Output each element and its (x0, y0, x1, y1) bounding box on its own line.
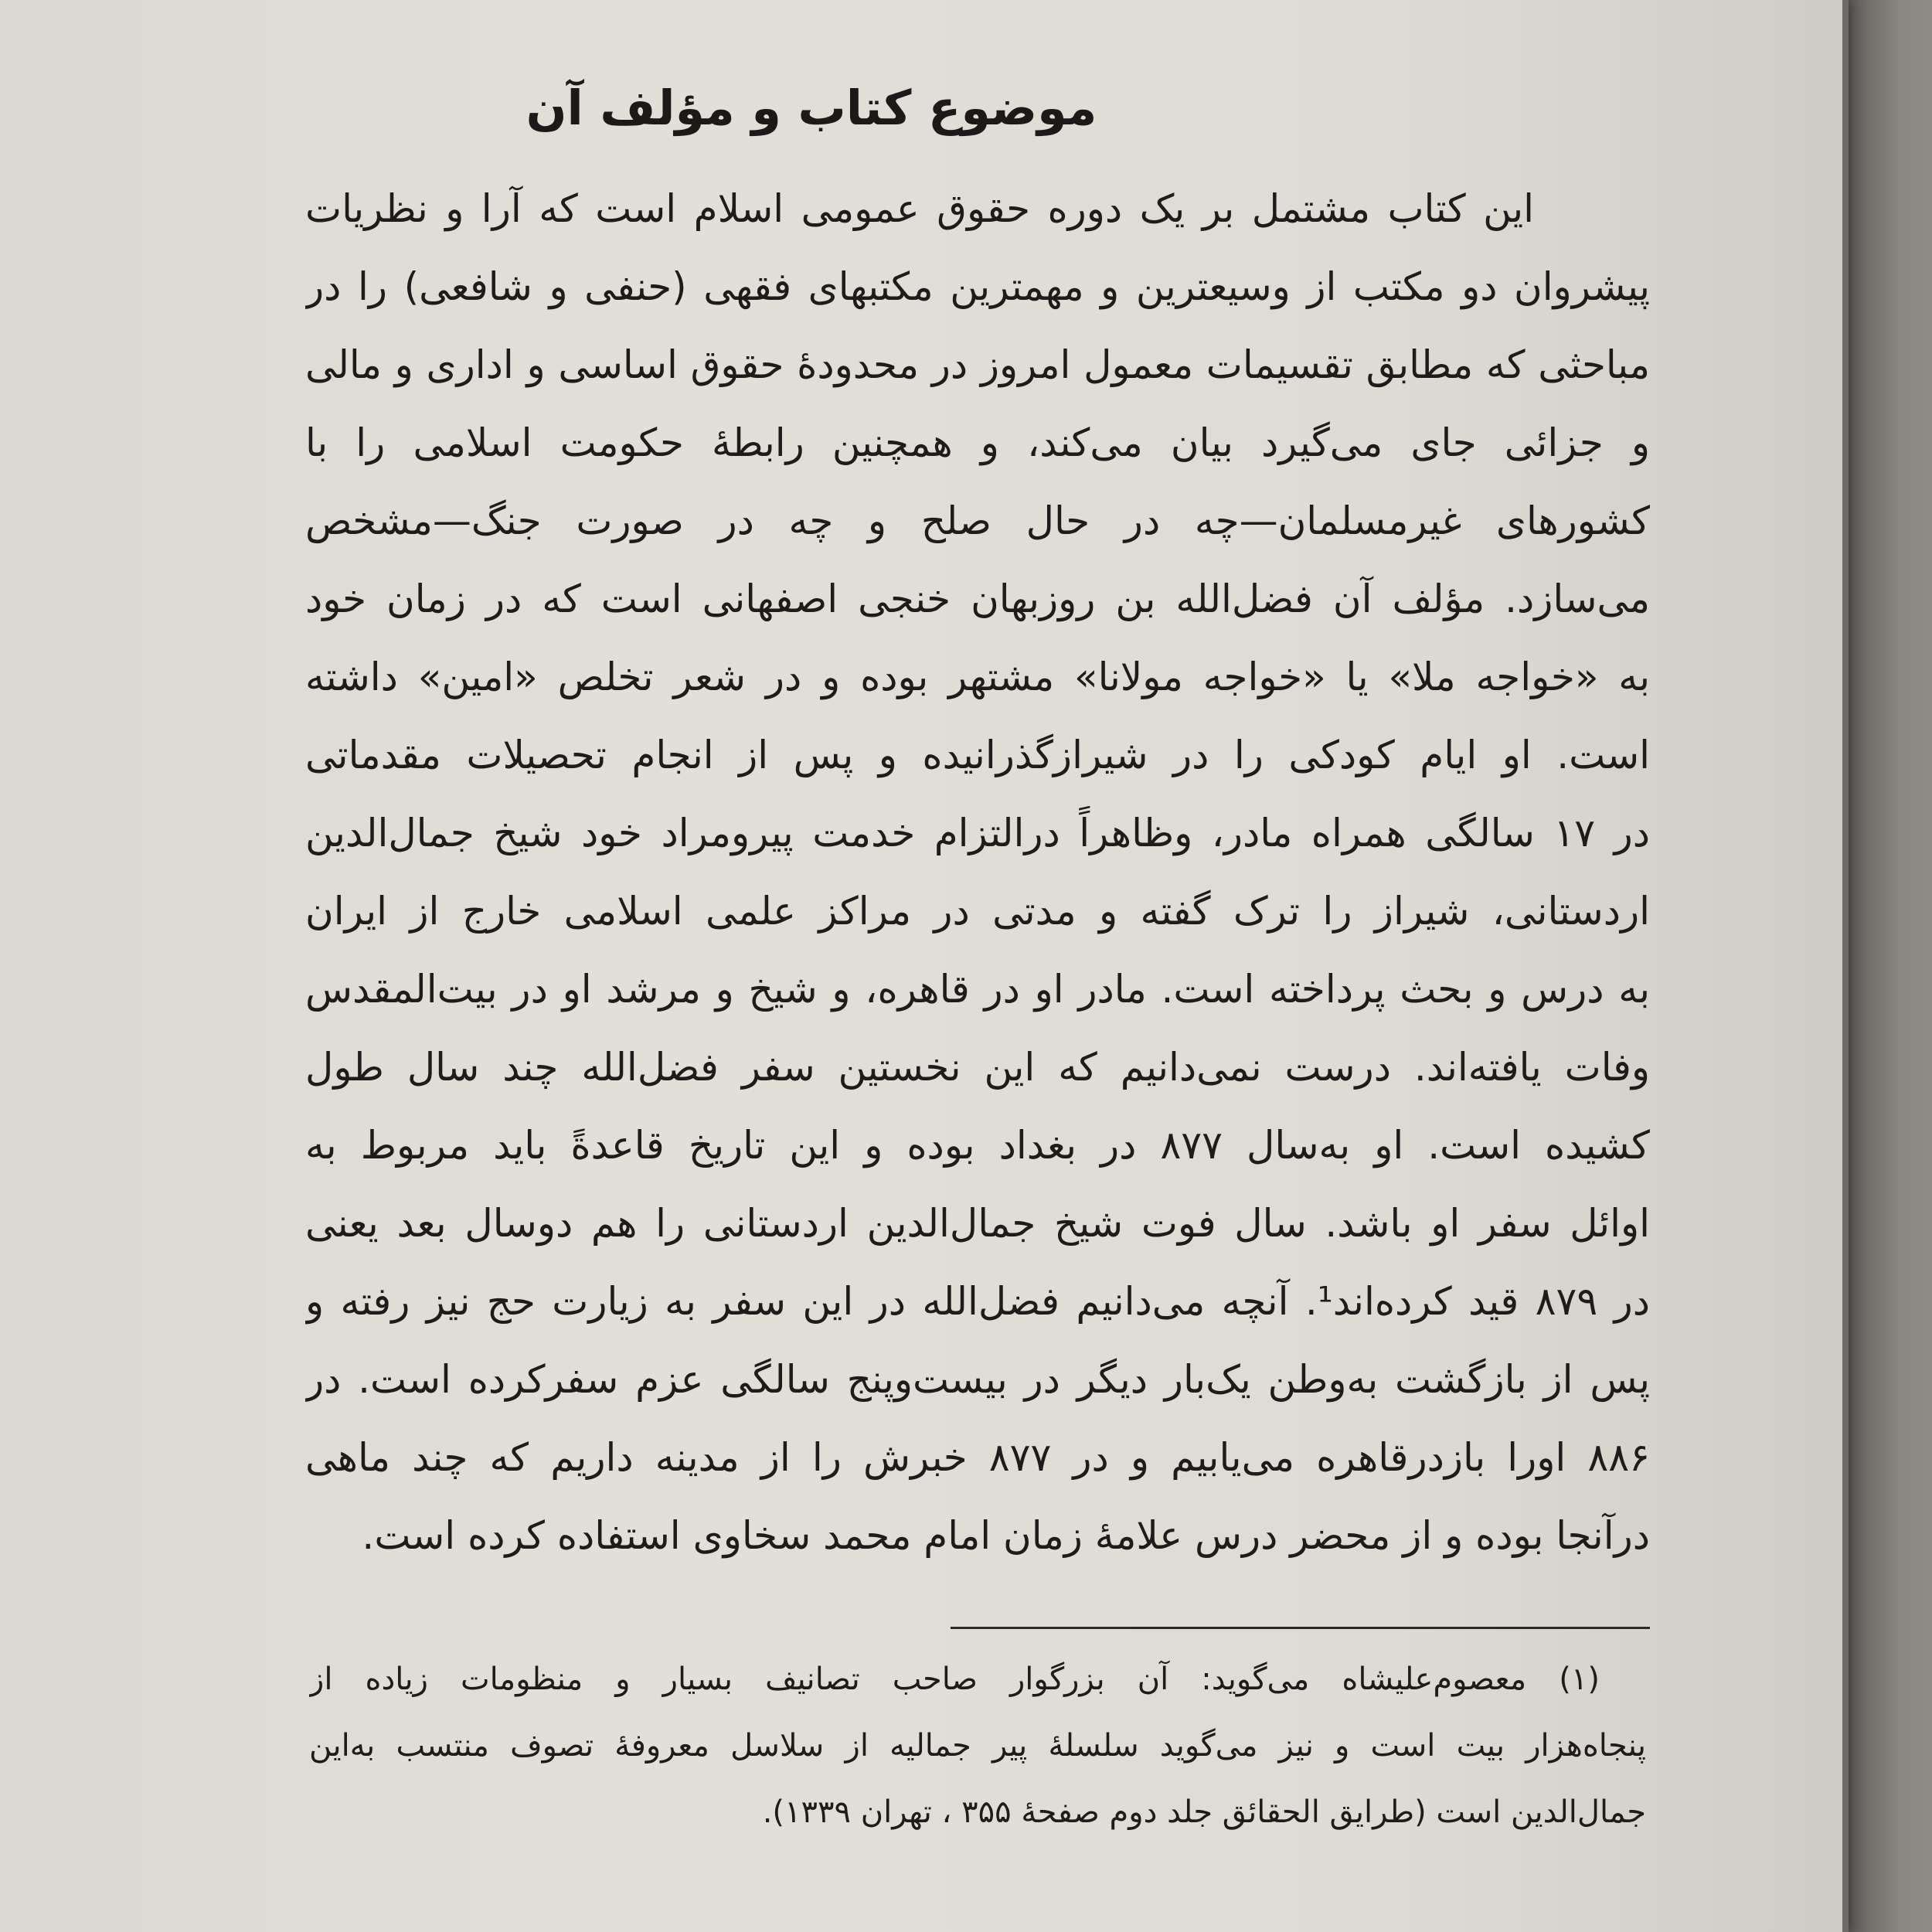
body-line: در ۱۷ سالگی همراه مادر، وظاهراً درالتزام خدمت پیرومراد خود شیخ جمال‌الدین (305, 811, 1650, 855)
body-line: به درس و بحث پرداخته است. مادر او در قاهره، و شیخ و مرشد او در بیت‌المقدس (305, 967, 1650, 1012)
body-line: پیشروان دو مکتب از وسیعترین و مهمترین مکتبهای فقهی (حنفی و شافعی) را در (305, 264, 1650, 309)
page-edge (1842, 0, 1849, 1932)
body-line: کشیده است. او به‌سال ۸۷۷ در بغداد بوده و این تاریخ قاعدةً باید مربوط به (305, 1123, 1650, 1168)
body-line: این کتاب مشتمل بر یک دوره حقوق عمومی اسلام است که آرا و نظریات (305, 186, 1534, 231)
body-line: درآنجا بوده و از محضر درس علامهٔ زمان امام محمد سخاوی استفاده کرده است. (362, 1513, 1650, 1558)
body-line: و جزائی جای می‌گیرد بیان می‌کند، و همچنین رابطهٔ حکومت اسلامی را با (305, 420, 1650, 465)
body-line: پس از بازگشت به‌وطن یک‌بار دیگر در بیست‌وپنج سالگی عزم سفرکرده است. در (305, 1357, 1650, 1402)
footnote-line: پنجاه‌هزار بیت است و نیز می‌گوید سلسلهٔ پیر جمالیه از سلاسل معروفهٔ تصوف منتسب به‌این (309, 1728, 1646, 1764)
page-shadow (1849, 0, 1932, 1932)
body-line: ۸۸۶ اورا بازدرقاهره می‌یابیم و در ۸۷۷ خبرش را از مدینه داریم که چند ماهی (305, 1435, 1650, 1480)
body-line: مباحثی که مطابق تقسیمات معمول امروز در محدودهٔ حقوق اساسی و اداری و مالی (305, 342, 1650, 387)
page-title: موضوع کتاب و مؤلف آن (526, 80, 1097, 136)
footnote-line: (۱) معصوم‌علیشاه می‌گوید: آن بزرگوار صاحب تصانیف بسیار و منظومات زیاده از (309, 1662, 1600, 1697)
footnote-divider (951, 1627, 1650, 1629)
body-line: کشورهای غیرمسلمان—چه در حال صلح و چه در صورت جنگ—مشخص (305, 498, 1650, 543)
body-paragraph (305, 170, 1650, 1575)
body-line: اوائل سفر او باشد. سال فوت شیخ جمال‌الدین اردستانی را هم دوسال بعد یعنی (305, 1201, 1650, 1246)
body-line: به «خواجه ملا» یا «خواجه مولانا» مشتهر بوده و در شعر تخلص «امین» داشته (305, 655, 1650, 699)
body-line: در ۸۷۹ قید کرده‌اند¹. آنچه می‌دانیم فضل‌الله در این سفر به زیارت حج نیز رفته و (305, 1279, 1650, 1324)
body-line: است. او ایام کودکی را در شیرازگذرانیده و پس از انجام تحصیلات مقدماتی (305, 733, 1650, 777)
body-line: وفات یافته‌اند. درست نمی‌دانیم که این نخستین سفر فضل‌الله چند سال طول (305, 1045, 1650, 1090)
body-line: اردستانی، شیراز را ترک گفته و مدتی در مراکز علمی اسلامی خارج از ایران (305, 889, 1650, 934)
footnote (309, 1646, 1646, 1845)
body-line: می‌سازد. مؤلف آن فضل‌الله بن روزبهان خنجی اصفهانی است که در زمان خود (305, 577, 1650, 621)
footnote-line: جمال‌الدین است (طرایق الحقائق جلد دوم صفحهٔ ۳۵۵ ، تهران ۱۳۳۹). (762, 1794, 1646, 1830)
